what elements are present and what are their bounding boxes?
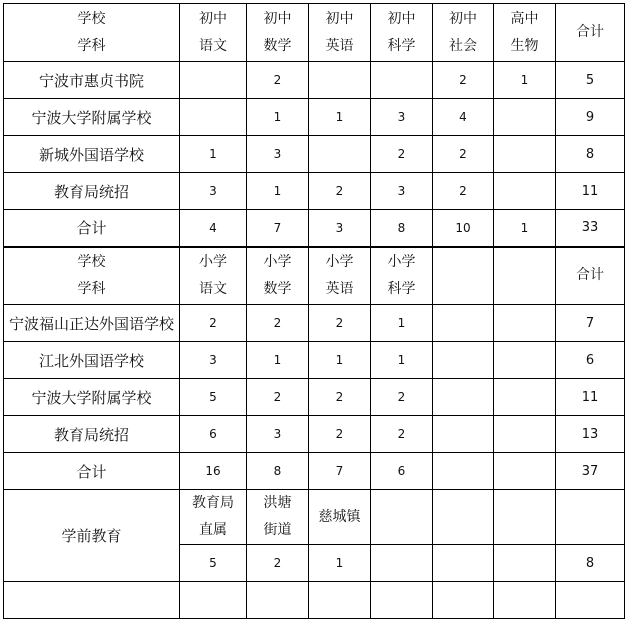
value-cell: 2 — [180, 305, 247, 342]
school-name: 江北外国语学校 — [4, 342, 180, 379]
value-cell: 2 — [371, 379, 433, 416]
subject-header-line1: 初中 — [325, 10, 354, 27]
sum-cell: 3 — [309, 210, 371, 247]
value-cell: 2 — [247, 545, 309, 582]
preschool-header-row — [4, 490, 625, 545]
grand-total: 37 — [556, 453, 625, 490]
value-cell: 1 — [180, 136, 247, 173]
row-total: 9 — [556, 99, 625, 136]
value-cell: 4 — [433, 99, 494, 136]
preschool-unit-line1: 洪塘 — [263, 495, 292, 511]
subject-header — [433, 247, 494, 305]
row-total: 11 — [556, 173, 625, 210]
value-cell — [494, 136, 556, 173]
value-cell: 2 — [247, 62, 309, 99]
subject-header-line2: 语文 — [199, 37, 227, 54]
value-cell — [371, 545, 433, 582]
value-cell: 2 — [433, 173, 494, 210]
value-cell: 2 — [309, 379, 371, 416]
value-cell: 1 — [309, 99, 371, 136]
corner-header-school: 学校 — [77, 10, 106, 27]
sum-row-label: 合计 — [4, 210, 180, 247]
subject-header-line2: 社会 — [449, 37, 477, 54]
subject-header — [371, 247, 433, 305]
value-cell: 2 — [433, 136, 494, 173]
subject-header — [180, 247, 247, 305]
subject-header-line2: 数学 — [263, 37, 292, 54]
section1-header-row — [4, 4, 625, 62]
corner-header-cell — [4, 4, 180, 62]
sum-cell: 7 — [309, 453, 371, 490]
value-cell: 1 — [309, 545, 371, 582]
table-row — [4, 62, 625, 99]
value-cell — [494, 545, 556, 582]
value-cell: 3 — [371, 99, 433, 136]
value-cell — [309, 62, 371, 99]
subject-header-line1: 初中 — [449, 10, 477, 27]
corner-header-school: 学校 — [77, 253, 106, 270]
table-row — [4, 99, 625, 136]
sum-cell — [494, 453, 556, 490]
table-row — [4, 136, 625, 173]
sum-cell: 16 — [180, 453, 247, 490]
subject-header-line1: 初中 — [199, 10, 227, 27]
sum-row-label: 合计 — [4, 453, 180, 490]
preschool-unit-line1: 慈城镇 — [318, 508, 361, 525]
value-cell: 2 — [309, 416, 371, 453]
value-cell: 3 — [247, 136, 309, 173]
sum-row — [4, 210, 625, 247]
subject-header-line2: 英语 — [325, 280, 354, 297]
empty-cell — [433, 582, 494, 619]
value-cell: 3 — [371, 173, 433, 210]
subject-header-line1: 高中 — [510, 10, 539, 27]
value-cell: 1 — [494, 62, 556, 99]
corner-header-subject: 学科 — [77, 280, 106, 297]
value-cell: 1 — [371, 342, 433, 379]
sum-row — [4, 453, 625, 490]
subject-header — [180, 4, 247, 62]
value-cell: 2 — [433, 62, 494, 99]
preschool-unit-header — [180, 490, 247, 545]
empty-cell — [433, 490, 494, 545]
empty-cell — [247, 582, 309, 619]
value-cell: 1 — [371, 305, 433, 342]
corner-header-cell — [4, 247, 180, 305]
subject-header-line1: 初中 — [263, 10, 292, 27]
table-row — [4, 342, 625, 379]
corner-header-subject: 学科 — [77, 37, 106, 54]
school-name: 新城外国语学校 — [4, 136, 180, 173]
sum-cell: 1 — [494, 210, 556, 247]
value-cell: 3 — [180, 342, 247, 379]
row-total: 7 — [556, 305, 625, 342]
school-name: 宁波福山正达外国语学校 — [4, 305, 180, 342]
subject-header-line2: 数学 — [263, 280, 292, 297]
value-cell: 2 — [309, 305, 371, 342]
value-cell — [494, 342, 556, 379]
value-cell — [494, 305, 556, 342]
subject-header-line1: 小学 — [387, 253, 416, 270]
value-cell: 2 — [247, 305, 309, 342]
value-cell — [309, 136, 371, 173]
value-cell — [494, 416, 556, 453]
total-header: 合计 — [556, 4, 625, 62]
subject-header — [494, 247, 556, 305]
grand-total: 33 — [556, 210, 625, 247]
row-total: 6 — [556, 342, 625, 379]
empty-row — [4, 582, 625, 619]
value-cell — [433, 305, 494, 342]
subject-header-line2: 语文 — [199, 280, 227, 297]
subject-header-line2: 科学 — [387, 280, 416, 297]
value-cell: 5 — [180, 379, 247, 416]
subject-header-line1: 小学 — [263, 253, 292, 270]
sum-cell: 10 — [433, 210, 494, 247]
empty-cell — [371, 490, 433, 545]
preschool-unit-line1: 教育局 — [192, 495, 234, 511]
sum-cell: 6 — [371, 453, 433, 490]
value-cell — [371, 62, 433, 99]
empty-cell — [494, 582, 556, 619]
value-cell: 6 — [180, 416, 247, 453]
subject-header-line1: 小学 — [325, 253, 354, 270]
section2-header-row — [4, 247, 625, 305]
preschool-unit-header — [247, 490, 309, 545]
row-total: 13 — [556, 416, 625, 453]
empty-cell — [556, 582, 625, 619]
sum-cell: 7 — [247, 210, 309, 247]
sum-cell: 8 — [371, 210, 433, 247]
value-cell: 2 — [247, 379, 309, 416]
value-cell: 5 — [180, 545, 247, 582]
table-row — [4, 379, 625, 416]
value-cell: 1 — [309, 342, 371, 379]
empty-cell — [494, 490, 556, 545]
table-row — [4, 173, 625, 210]
value-cell: 3 — [180, 173, 247, 210]
row-total: 5 — [556, 62, 625, 99]
preschool-label: 学前教育 — [4, 490, 180, 582]
table-row — [4, 305, 625, 342]
total-header: 合计 — [556, 247, 625, 305]
value-cell — [180, 99, 247, 136]
value-cell: 1 — [247, 173, 309, 210]
empty-cell — [371, 582, 433, 619]
sum-cell — [433, 453, 494, 490]
value-cell — [494, 379, 556, 416]
subject-header — [433, 4, 494, 62]
subject-header-line1: 初中 — [387, 10, 416, 27]
preschool-unit-header — [309, 490, 371, 545]
sum-cell: 4 — [180, 210, 247, 247]
school-name: 宁波大学附属学校 — [4, 99, 180, 136]
subject-header-line2: 英语 — [325, 37, 354, 54]
preschool-unit-line2: 直属 — [199, 522, 227, 538]
empty-cell — [180, 582, 247, 619]
empty-cell — [556, 490, 625, 545]
value-cell — [494, 173, 556, 210]
value-cell — [433, 416, 494, 453]
recruitment-table — [3, 3, 625, 619]
value-cell — [433, 342, 494, 379]
subject-header — [247, 247, 309, 305]
value-cell — [494, 99, 556, 136]
row-total: 11 — [556, 379, 625, 416]
subject-header — [494, 4, 556, 62]
empty-cell — [309, 582, 371, 619]
school-name: 教育局统招 — [4, 416, 180, 453]
value-cell — [180, 62, 247, 99]
value-cell — [433, 545, 494, 582]
sum-cell: 8 — [247, 453, 309, 490]
subject-header-line1: 小学 — [199, 253, 227, 270]
preschool-total: 8 — [556, 545, 625, 582]
row-total: 8 — [556, 136, 625, 173]
value-cell: 1 — [247, 342, 309, 379]
value-cell — [433, 379, 494, 416]
value-cell: 3 — [247, 416, 309, 453]
value-cell: 2 — [371, 136, 433, 173]
empty-cell — [4, 582, 180, 619]
school-name: 宁波市惠贞书院 — [4, 62, 180, 99]
value-cell: 2 — [371, 416, 433, 453]
school-name: 宁波大学附属学校 — [4, 379, 180, 416]
school-name: 教育局统招 — [4, 173, 180, 210]
value-cell: 2 — [309, 173, 371, 210]
subject-header-line2: 生物 — [510, 37, 539, 54]
preschool-unit-line2: 街道 — [263, 522, 292, 538]
subject-header-line2: 科学 — [387, 37, 416, 54]
subject-header — [371, 4, 433, 62]
subject-header — [247, 4, 309, 62]
subject-header — [309, 4, 371, 62]
table-row — [4, 416, 625, 453]
value-cell: 1 — [247, 99, 309, 136]
subject-header — [309, 247, 371, 305]
